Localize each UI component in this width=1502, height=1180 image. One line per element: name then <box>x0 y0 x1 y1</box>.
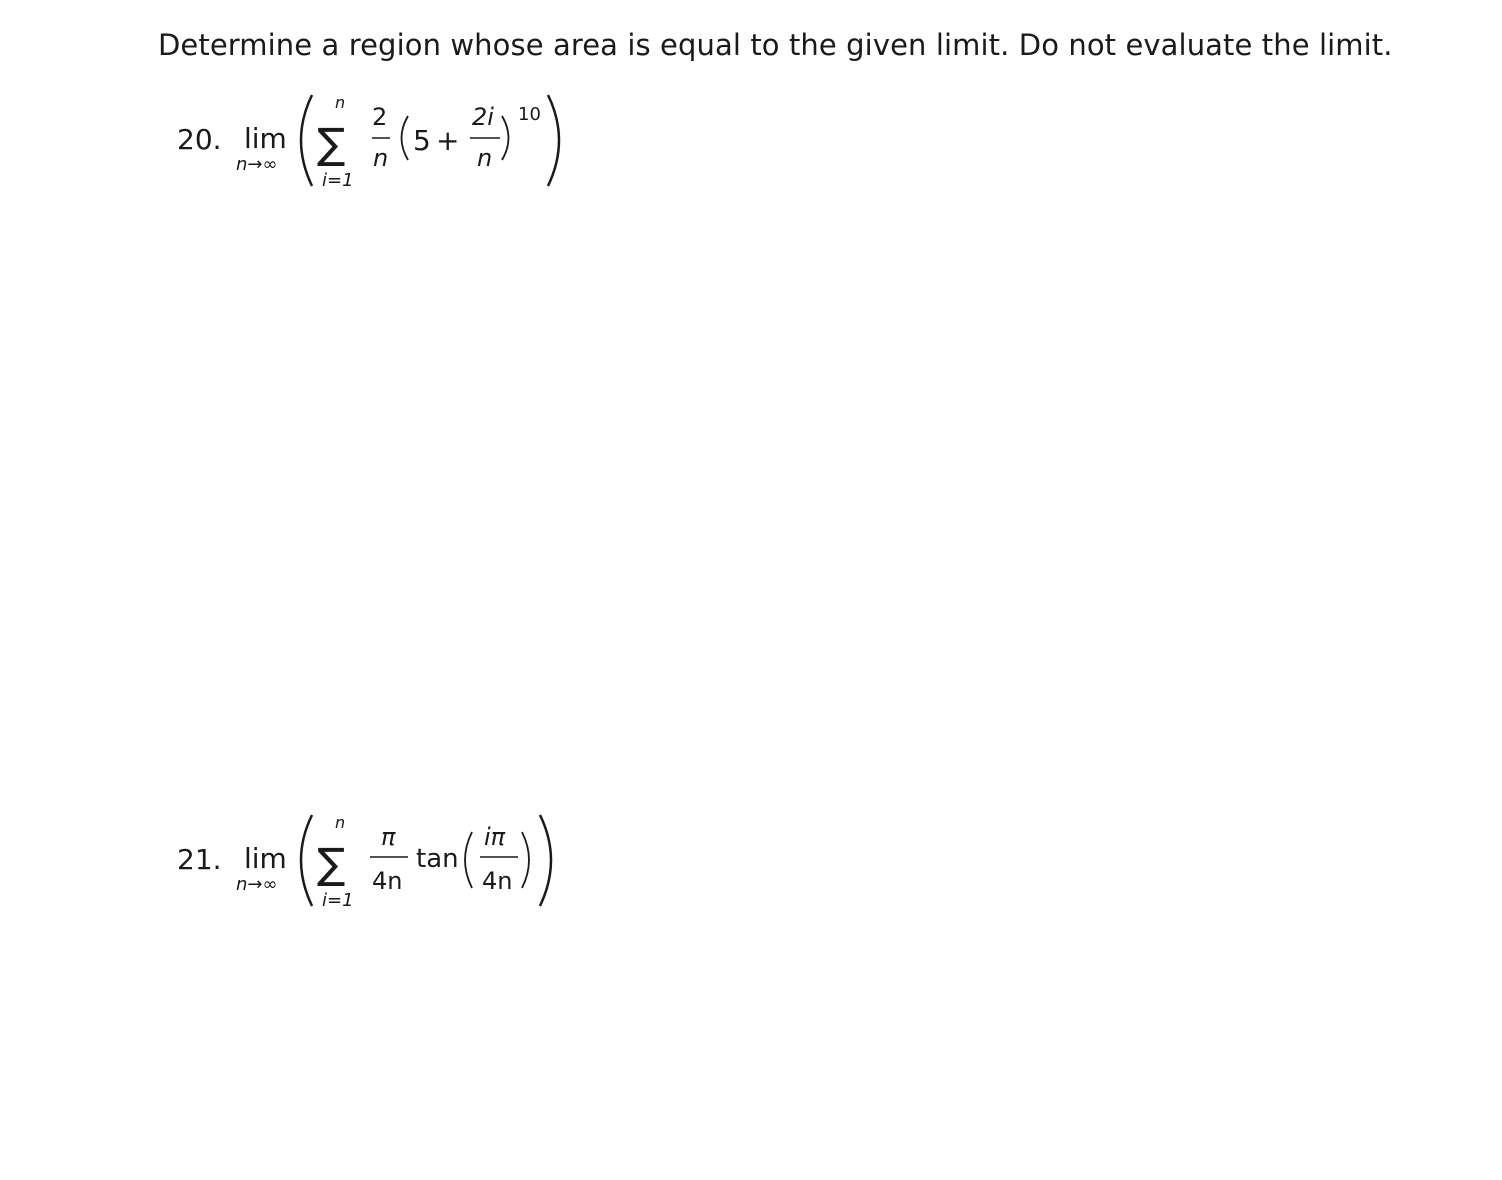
fraction-numerator: 2i <box>472 103 494 131</box>
outer-right-paren <box>540 815 551 906</box>
sum-upper-limit: n <box>335 813 346 832</box>
lim-operator: lim <box>244 842 287 875</box>
inner-left-paren <box>465 832 472 888</box>
outer-left-paren <box>301 95 312 186</box>
constant-term: 5 <box>413 124 431 157</box>
fraction-numerator: π <box>381 823 396 851</box>
fraction-numerator: 2 <box>372 103 388 131</box>
fraction-denominator: n <box>373 144 389 172</box>
problem-number: 21. <box>177 843 222 876</box>
fraction-numerator: iπ <box>484 823 506 851</box>
fraction-denominator: n <box>477 144 493 172</box>
sum-lower-limit: i=1 <box>322 170 354 191</box>
outer-left-paren <box>301 815 312 906</box>
exponent: 10 <box>518 104 541 125</box>
inner-right-paren <box>502 116 509 160</box>
inner-right-paren <box>522 832 529 888</box>
sum-symbol: ∑ <box>317 839 346 888</box>
tangent-function: tan <box>416 844 459 874</box>
sum-lower-limit: i=1 <box>322 890 354 911</box>
sum-upper-limit: n <box>335 93 346 112</box>
problem-number: 20. <box>177 123 222 156</box>
fraction-denominator: 4n <box>372 867 403 895</box>
lim-subscript: n→∞ <box>236 874 278 895</box>
inner-left-paren <box>402 116 409 160</box>
plus-sign: + <box>436 124 460 157</box>
outer-right-paren <box>548 95 559 186</box>
sum-symbol: ∑ <box>317 119 346 168</box>
lim-subscript: n→∞ <box>236 154 278 175</box>
lim-operator: lim <box>244 122 287 155</box>
instructions-text: Determine a region whose area is equal to the given limit. Do not evaluate the limit. <box>158 28 1393 62</box>
fraction-denominator: 4n <box>482 867 513 895</box>
